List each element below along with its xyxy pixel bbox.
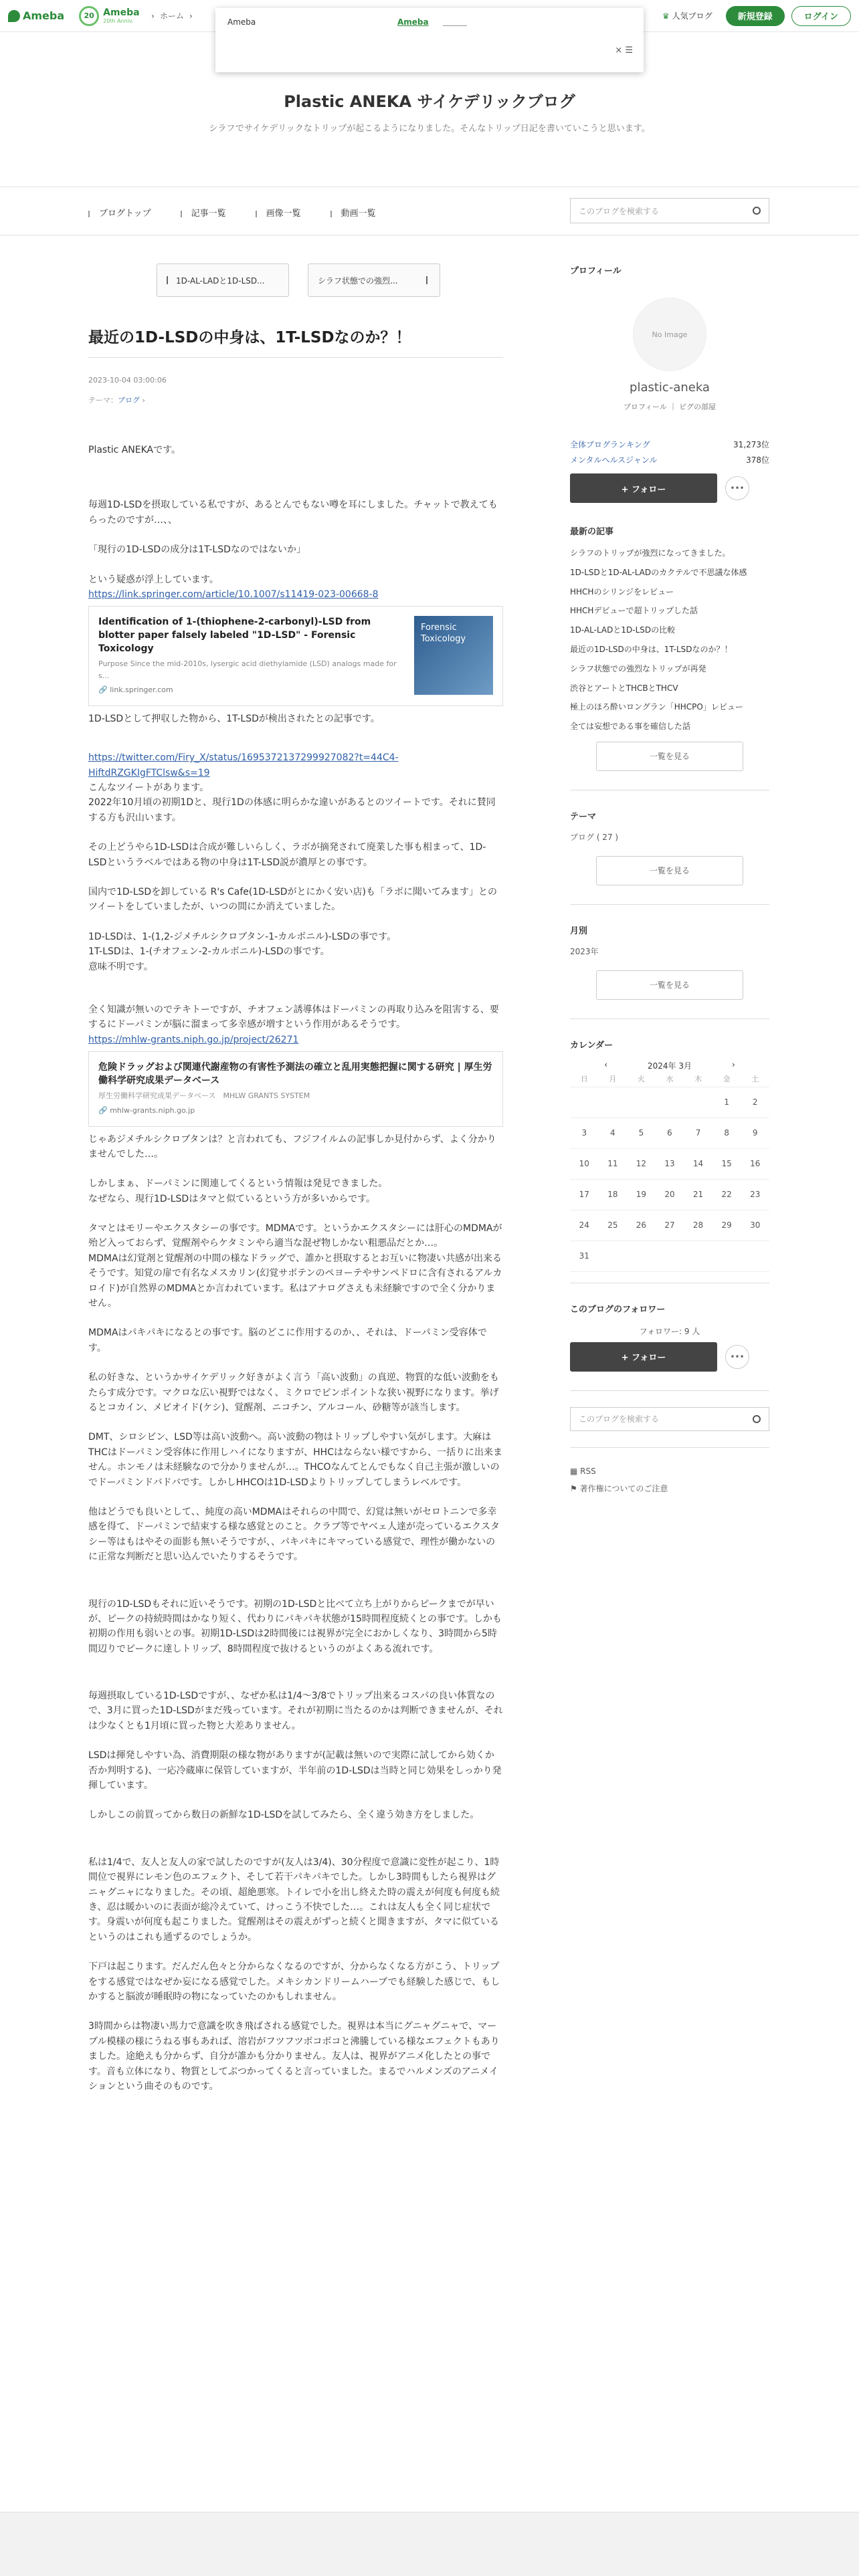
copyright-notice-link[interactable]: ⚑ 著作権についてのご注意 (570, 1483, 668, 1493)
article-body (88, 443, 503, 2109)
nav-icon (181, 211, 186, 217)
nav-blog-top[interactable]: ブログトップ (88, 206, 151, 219)
more-options-button[interactable]: ••• (725, 1345, 749, 1369)
calendar-weekday: 金 (723, 1075, 731, 1084)
popular-blog-link[interactable]: ♛ 人気ブログ (662, 11, 712, 21)
calendar-day[interactable]: 10 (579, 1159, 589, 1169)
chevron-left-icon[interactable]: ‹ (604, 1059, 607, 1069)
paragraph: なぜなら、現行1D-LSDはタマと似ているという方が多いからです。 (88, 1193, 375, 1204)
springer-link[interactable]: https://link.springer.com/article/10.1007/s11419-023-00668-8 (88, 588, 379, 600)
genre-ranking: メンタルヘルスジャンル 378位 (570, 455, 769, 465)
theme-item[interactable]: ブログ ( 27 ) (570, 832, 619, 842)
paragraph: 1T-LSDは、1-(チオフェン-2-カルボニル)-LSDの事です。 (88, 946, 330, 958)
calendar-day[interactable]: 3 (581, 1128, 587, 1138)
popup-divider (443, 25, 467, 26)
title-divider (88, 357, 503, 358)
calendar-heading: カレンダー (570, 1040, 613, 1051)
sidebar: プロフィール No Image plastic-aneka プロフィール ｜ ピグの部屋 全体ブログランキング 31,273位 メンタルヘルスジャンル 378位 + フォロー ••• 最新の記事 シラフのトリップが強烈になってきました。 1D-LSDと1D-AL-LADのカクテルで不思議な体感 HHCHのシリンジをレビュー HHCHデビューで超トリップした話 1D-AL-LADと1D-LSDの比較 最近の1D-LSDの中身は、1T-LSDなのか？！ シラフ状態での強烈なトリップが再発 渋谷とアートとTHCBとTHCV 極上のほろ酔いロングラン「HHCPO」レビュー 全ては妄想である事を確信した話 一覧を見る テーマ ブログ ( 27 ) 一覧を見る 月別 2023年 一覧を見る カレンダー ‹ 2024年 3月 › 日 月 火 水 木 金 土 1 2 3 4 5 6 7 8 9 10 11 12 13 14 15 16 17 18 19 20 21 22 23 24 25 26 27 28 29 30 31 このブログのフォロワー フォロワー: 9 人 + フォロー ••• このブログを検索する ▦ RSS ⚑ 著作権についてのご注意 (570, 235, 769, 1494)
paragraph: しかしこの前買ってから数日の新鮮な1D-LSDを試してみたら、全く違う効き方をしました。 (88, 1810, 480, 1821)
calendar-day[interactable]: 31 (579, 1251, 589, 1261)
recent-article[interactable]: 全ては妄想である事を確信した話 (570, 722, 691, 732)
post-navigation (157, 263, 440, 297)
sidebar-search-input[interactable]: このブログを検索する (570, 1407, 769, 1431)
more-options-button[interactable]: ••• (725, 476, 749, 500)
calendar-week (570, 1087, 769, 1118)
calendar-day[interactable]: 14 (692, 1159, 704, 1169)
calendar-day[interactable]: 26 (636, 1220, 647, 1230)
blog-nav (0, 187, 859, 235)
blog-header (0, 32, 859, 187)
link-card-mhlw[interactable]: 危険ドラッグおよび関連代謝産物の有害性予測法の確立と乱用実態把握に関する研究 | 厚生労働科学研究成果データベース 厚生労働科学研究成果データベース MHLW GRANTS SYSTEM 🔗 mhlw-grants.niph.go.jp (88, 1051, 503, 1126)
calendar-day[interactable]: 16 (750, 1159, 761, 1169)
paragraph: MDMAはパキパキになるとの事です。脳のどこに作用するのか、、それは、ドーパミン受容体です。 (88, 1327, 487, 1354)
link-icon: 🔗 (98, 685, 108, 695)
followers-heading: このブログのフォロワー (570, 1304, 666, 1315)
calendar-week (570, 1118, 769, 1149)
calendar-day[interactable]: 19 (636, 1190, 647, 1200)
calendar (570, 1071, 769, 1272)
signup-button[interactable]: 新規登録 (726, 6, 785, 26)
paragraph: 私の好きな、というかサイケデリック好きがよく言う「高い波動」の真逆、物質的な低い波動をもたらす成分です。マクロな広い視野ではなく、ミクロでピンポイントな狭い視野になります。挙げるとコカイン、メビオイド(ケシ)、覚醒剤、ニコチン、アルコール、砂糖等が該当します。 (88, 1372, 499, 1413)
follow-button[interactable]: + フォロー (570, 473, 717, 503)
calendar-weekday: 木 (694, 1075, 702, 1084)
blog-title[interactable]: Plastic ANEKA サイケデリックブログ (284, 92, 575, 111)
paragraph: Plastic ANEKAです。 (88, 445, 181, 455)
calendar-day[interactable]: 25 (607, 1220, 618, 1230)
paragraph: 国内で1D-LSDを卸している R's Cafe(1D-LSDがとにかく安い店)も「ラボに聞いてみます」とのツイートをしていましたが、いつの間にか消えていました。 (88, 887, 498, 913)
calendar-day[interactable]: 29 (721, 1220, 732, 1230)
nav-icon (256, 211, 261, 217)
ameba-leaf-icon (8, 10, 20, 22)
month-heading: 月別 (570, 926, 588, 936)
calendar-day[interactable]: 18 (607, 1190, 618, 1200)
calendar-week (570, 1149, 769, 1180)
calendar-day[interactable]: 21 (692, 1190, 704, 1200)
search-icon[interactable] (753, 207, 761, 215)
month-item[interactable]: 2023年 (570, 946, 599, 956)
breadcrumb-home[interactable]: ホーム (159, 11, 184, 21)
calendar-header (570, 1060, 769, 1071)
footer (0, 2512, 859, 2576)
calendar-day[interactable]: 28 (692, 1220, 704, 1230)
card-thumbnail: Forensic Toxicology (414, 616, 493, 695)
calendar-weekday: 水 (666, 1075, 674, 1084)
follow-button[interactable]: + フォロー (570, 1342, 717, 1372)
calendar-day[interactable]: 12 (636, 1159, 647, 1169)
calendar-day[interactable]: 17 (579, 1190, 589, 1200)
recent-article[interactable]: HHCHデビューで超トリップした話 (570, 606, 698, 616)
crown-icon: ♛ (662, 11, 670, 21)
paragraph: 毎週1D-LSDを摂取している私ですが、あるとんでもない噂を耳にしました。チャットで教えてもらったのですが…、、 (88, 500, 498, 526)
calendar-day[interactable]: 6 (667, 1128, 672, 1138)
rss-icon: ▦ (570, 1466, 578, 1476)
see-all-months-button[interactable]: 一覧を見る (596, 970, 743, 1000)
nav-image-list[interactable]: 画像一覧 (256, 206, 301, 219)
popup-close-button[interactable]: × ☰ (615, 45, 633, 56)
pigg-room-link[interactable]: ピグの部屋 (678, 403, 716, 411)
calendar-day[interactable]: 27 (664, 1220, 675, 1230)
article-theme: テーマ：ブログ › (88, 396, 145, 405)
chevron-right-icon (426, 276, 430, 284)
calendar-month: 2024年 3月 (648, 1061, 692, 1071)
link-icon: 🔗 (98, 1105, 108, 1115)
calendar-day[interactable]: 9 (752, 1128, 758, 1138)
calendar-day[interactable]: 20 (664, 1190, 675, 1200)
popup-link[interactable]: Ameba (397, 17, 429, 27)
next-post-button[interactable]: シラフ状態での強烈... (308, 263, 440, 297)
recent-articles (570, 548, 769, 732)
paragraph: 全く知識が無いのでテキトーですが、チオフェン誘導体はドーパミンの再取り込みを阻害する、要するにドーパミンが脳に溜まって多幸感が増すという作用があるそうです。 (88, 1004, 499, 1031)
calendar-day[interactable]: 2 (752, 1097, 758, 1107)
nav-icon (88, 211, 94, 217)
paragraph: こんなツイートがあります。 (88, 782, 209, 794)
popup-title: Ameba (227, 17, 256, 27)
paragraph: その上どうやら1D-LSDは合成が難しいらしく、ラボが摘発されて廃業した事も相まって、1D-LSDというラベルではある物の中身は1T-LSD説が濃厚との事です。 (88, 842, 486, 868)
paragraph: 下戸は起こります。だんだん色々と分からなくなるのですが、分からなくなる方がこう、トリップをする感覚ではなぜか妄になる感覚でした。メキシカンドリームハーブでも経験した感じで、もしかすると脳波が睡眠時の物になっていたのかもしれません。 (88, 1961, 500, 2002)
paragraph: 2022年10月頃の初期1Dと、現行1Dの体感に明らかな違いがあるとのツイートです。それに賛同する方も沢山います。 (88, 797, 496, 823)
mhlw-link[interactable]: https://mhlw-grants.niph.go.jp/project/26271 (88, 1034, 299, 1045)
recent-article[interactable]: 最近の1D-LSDの中身は、1T-LSDなのか？！ (570, 644, 733, 654)
theme-link[interactable]: ブログ (118, 396, 140, 405)
recent-article[interactable]: シラフ状態での強烈なトリップが再発 (570, 663, 706, 673)
calendar-day[interactable]: 11 (607, 1159, 618, 1169)
link-card-springer[interactable]: Identification of 1-(thiophene-2-carbonyl)-LSD from blotter paper falsely labeled "1D-LSD" - Forensic Toxicology Purpose Since the mid-2010s, lysergic acid diethylamide (LSD) analogs made for s... 🔗 link.springer.com Forensic Toxicology (88, 606, 503, 706)
nav-icon (330, 211, 336, 217)
nav-video-list[interactable]: 動画一覧 (330, 206, 376, 219)
blog-search-input[interactable]: このブログを検索する (570, 198, 769, 223)
paragraph: 1D-LSDは、1-(1,2-ジメチルシクロブタン-1-カルボニル)-LSDの事です。 (88, 931, 397, 942)
blog-description: シラフでサイケデリックなトリップが起こるようになりました。そんなトリップ日記を書いていこうと思います。 (209, 124, 650, 134)
paragraph: じゃあジメチルシクロブタンは？と言われても、フジフイルムの記事しか見付からず、よく分かりませんでした…。 (88, 1134, 496, 1160)
login-button[interactable]: ログイン (791, 6, 851, 26)
followers-count[interactable]: フォロワー: 9 人 (639, 1326, 700, 1336)
calendar-week (570, 1210, 769, 1241)
theme-heading: テーマ (570, 811, 597, 822)
paragraph: 意味不明です。 (88, 961, 153, 972)
paragraph: しかしまぁ、ドーパミンに関連してくるという情報は発見できました。 (88, 1178, 388, 1190)
article-title: 最近の1D-LSDの中身は、1T-LSDなのか？！ (88, 329, 411, 346)
calendar-weekday: 月 (609, 1075, 617, 1084)
global-breadcrumb: › ホーム › (151, 11, 193, 21)
recent-article[interactable]: 1D-LSDと1D-AL-LADのカクテルで不思議な体感 (570, 567, 747, 577)
anniversary-badge[interactable]: 20 Ameba 20th Anniv. (79, 6, 143, 26)
calendar-day[interactable]: 23 (750, 1190, 761, 1200)
article-date: 2023-10-04 03:00:06 (88, 376, 167, 385)
rss-link[interactable]: ▦ RSS (570, 1466, 596, 1476)
search-icon[interactable] (753, 1415, 761, 1423)
calendar-day[interactable]: 22 (721, 1190, 732, 1200)
twitter-link[interactable]: https://twitter.com/Firy_X/status/1695372137299927082?t=44C4-HiftdRZGKIgFTClsw&s=19 (88, 752, 399, 778)
calendar-weekday: 日 (580, 1075, 588, 1084)
paragraph: 1D-LSDとして押収した物から、1T-LSDが検出されたとの記事です。 (88, 713, 380, 724)
paragraph: 3時間からは物凄い馬力で意識を吹き飛ばされる感覚でした。視界は本当にグニャグニャで、マーブル模様の様にうねる事もあれば、溶岩がフツフツボコボコと沸騰している様なエフェクトもありました。途絶えも分からず、自分が誰かも分かりません。友人は、視界がアニメ化したとの事です。音も立体になり、物質としてぶつかってくると言っていました。まるでハルメンズのアニメイションという曲そのものです。 (88, 2021, 500, 2092)
calendar-week (570, 1180, 769, 1210)
recent-article[interactable]: 1D-AL-LADと1D-LSDの比較 (570, 625, 676, 635)
calendar-day[interactable]: 5 (638, 1128, 644, 1138)
calendar-day[interactable]: 1 (724, 1097, 729, 1107)
anniversary-circle-icon: 20 (79, 6, 99, 26)
calendar-day[interactable]: 24 (579, 1220, 589, 1230)
paragraph: 私は1/4で、友人と友人の家で試したのですが(友人は3/4)、30分程度で意識に変性が起こり、1時間位で視界にレモン色のエフェクト、そして若干パキパキでした。しかし3時間もしたら視界はグニャグニャになりました。その頃、超絶悪寒。トイレで小を出し終えた時の震えが何度も何度も続き、忍は暖かいのに表面が総冷えていて、けっこう不快でした…。これは友人も全く同じ症状です。身震いが何度も起こりました。覚醒剤はその震えがずっと続くと聞きますが、タマに似ているというのはこれも通ずるのでしょうか。 (88, 1856, 500, 1943)
paragraph: 現行の1D-LSDもそれに近いそうです。初期の1D-LSDと比べて立ち上がりからピークまでが早いが、ピークの持続時間はかなり短く、代わりにパキパキ状態が15時間程度続くとの事です。しかも初期の作用も弱いとの事。初期1D-LSDは2時間後には視界が完全におかしくなり、3時間から5時間辺りでピークに達しトリップ、8時間程度で抜けるというのがよくある流れです。 (88, 1598, 502, 1654)
paragraph: タマとはモリーやエクスタシーの事です。MDMAです。というかエクスタシーには肝心のMDMAが殆ど入っておらず、覚醒剤やらケタミンやら適当な混ぜ物しかない粗悪品だとか…。 (88, 1223, 502, 1249)
profile-link[interactable]: プロフィール (624, 403, 667, 411)
paragraph: DMT、シロシビン、LSD等は高い波動へ。高い波動の物はトリップしやすい気がします。大麻はTHCはドーパミン受容体に作用しハイになりますが、HHCはならない様ですから、一括りに出来ません。ホンモノは未経験なので分かりませんが…。THCOなんてとんでもなく自己主張が激しいのでドーパミンドバドバです。しかしHHCOは1D-LSDよりトリップしてしまうレベルです。 (88, 1432, 502, 1488)
paragraph: MDMAは幻覚剤と覚醒剤の中間の様なドラッグで、誰かと摂取するとお互いに物凄い共感が出来るそうです。知覚の扉で有名なメスカリン(幻覚サボテンのペヨーテやサンペドロに含有されるアルカロイド)が自然界のMDMAとか言われています。私はアナログさえも未経験ですので全く分かりません。 (88, 1253, 502, 1309)
profile-heading: プロフィール (570, 266, 622, 276)
nav-article-list[interactable]: 記事一覧 (181, 206, 226, 219)
flag-icon: ⚑ (570, 1483, 577, 1493)
recent-article[interactable]: シラフのトリップが強烈になってきました。 (570, 548, 731, 558)
calendar-day[interactable]: 7 (695, 1128, 701, 1138)
profile-name[interactable]: plastic-aneka (630, 381, 710, 395)
see-all-recent-button[interactable]: 一覧を見る (596, 742, 743, 771)
calendar-day[interactable]: 8 (724, 1128, 729, 1138)
paragraph: 「現行の1D-LSDの成分は1T-LSDなのではないか」 (88, 544, 306, 556)
overall-ranking: 全体ブログランキング 31,273位 (570, 440, 769, 449)
calendar-day[interactable]: 30 (750, 1220, 761, 1230)
see-all-themes-button[interactable]: 一覧を見る (596, 856, 743, 885)
calendar-day[interactable]: 15 (721, 1159, 732, 1169)
avatar[interactable]: No Image (633, 298, 706, 371)
paragraph: 他はどうでも良いとして、、純度の高いMDMAはそれらの中間で、幻覚は無いがセロトニンで多幸感を得て、ドーパミンで結束する様な感覚とのこと。クラブ等でヤベェ人達が売っているエクスタシー等はもはやその面影も無いそうですが、、パキパキにキマっている感覚で、理性が働かないのに正常な判断だと思い込んでいたりするそうです。 (88, 1506, 500, 1563)
calendar-week (570, 1241, 769, 1272)
prev-post-button[interactable]: 1D-AL-LADと1D-LSD... (157, 263, 289, 297)
chevron-right-icon[interactable]: › (732, 1059, 735, 1069)
calendar-weekday: 火 (637, 1075, 645, 1084)
chevron-left-icon (167, 276, 171, 284)
paragraph: LSDは揮発しやすい為、消費期限の様な物がありますが(記載は無いので実際に試してから効くか否か判明する)、一応冷蔵庫に保管していますが、半年前の1D-LSDは当時と同じ効果をしっかり発揮しています。 (88, 1750, 502, 1792)
recent-heading: 最新の記事 (570, 527, 614, 537)
calendar-weekday: 土 (751, 1075, 759, 1084)
paragraph: 毎週摂取している1D-LSDですが、、なぜか私は1/4〜3/8でトリップ出来るコスパの良い体質なので、3月に買った1D-LSDがまだ残っています。それが初期に当たるのかは判断できませんが、それは少なくとも1月頃に買った物と大差ありません。 (88, 1691, 503, 1731)
ameba-logo[interactable]: Ameba (8, 9, 64, 22)
calendar-day[interactable]: 13 (664, 1159, 675, 1169)
recent-article[interactable]: HHCHのシリンジをレビュー (570, 586, 674, 597)
recent-article[interactable]: 渋谷とアートとTHCBとTHCV (570, 683, 678, 693)
paragraph: という疑惑が浮上しています。 (88, 574, 219, 585)
recent-article[interactable]: 極上のほろ酔いロングラン「HHCPO」レビュー (570, 702, 743, 712)
calendar-day[interactable]: 4 (610, 1128, 615, 1138)
